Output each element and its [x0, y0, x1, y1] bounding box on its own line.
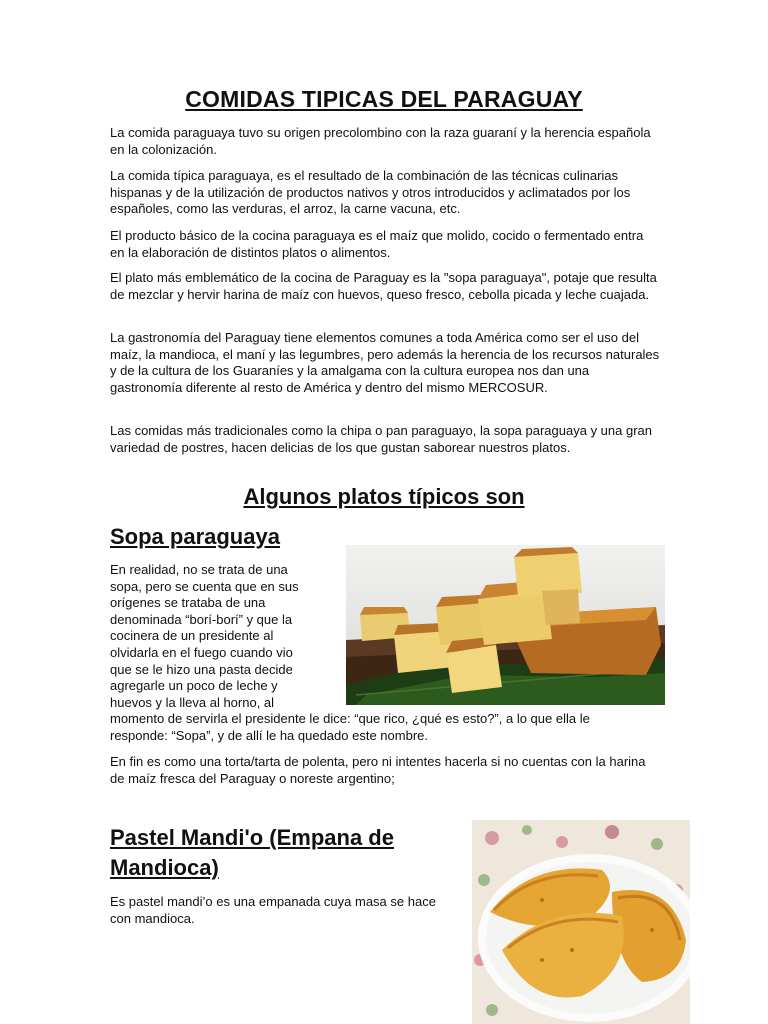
section-subtitle: Algunos platos típicos son [243, 484, 525, 509]
sopa-line-10: momento de servirla el presidente le dice: “que rico, ¿qué es esto?”, a lo que ella le [110, 711, 590, 726]
sopa-line-6: olvidarla en el fuego cuando vio [110, 644, 293, 660]
sopa-line-4: denominada “borí-borí” y que la [110, 611, 293, 627]
intro-paragraph-1: La comida paraguaya tuvo su origen precolombino con la raza guaraní y la herencia española en la colonización. [110, 125, 651, 157]
sopa-line-7: que se le hizo una pasta decide [110, 661, 293, 677]
mandio-heading: Pastel Mandi'o (Empana de Mandioca) [110, 825, 394, 880]
sopa-paragraph-narrow [110, 562, 330, 711]
mandio-paragraph: Es pastel mandi’o es una empanada cuya masa se hace con mandioca. [110, 894, 436, 926]
sopa-heading: Sopa paraguaya [110, 524, 280, 549]
sopa-line-2: sopa, pero se cuenta que en sus [110, 578, 299, 594]
sopa-line-8: agregarle un poco de leche y [110, 678, 278, 694]
empanada-mandioca-photo-icon [472, 820, 690, 1024]
page-title: COMIDAS TIPICAS DEL PARAGUAY [185, 86, 583, 112]
sopa-line-11: responde: “Sopa”, y de allí le ha quedado este nombre. [110, 727, 428, 743]
sopa-paragraph-2: En fin es como una torta/tarta de polenta, pero ni intentes hacerla si no cuentas con la harina de maíz fresca del Paraguay o noreste argentino; [110, 754, 646, 786]
sopa-paraguaya-photo-icon [346, 545, 665, 705]
mandio-photo-svg [472, 820, 690, 1024]
sopa-line-5: cocinera de un presidente al [110, 628, 274, 644]
sopa-line-3: orígenes se trataba de una [110, 595, 266, 611]
intro-paragraph-6: Las comidas más tradicionales como la chipa o pan paraguayo, la sopa paraguaya y una gran variedad de postres, hacen delicias de los que gustan saborear nuestros platos. [110, 423, 653, 455]
sopa-line-9: huevos y la lleva al horno, al [110, 694, 275, 710]
intro-paragraph-4: El plato más emblemático de la cocina de Paraguay es la "sopa paraguaya", potaje que resulta de mezclar y hervir harina de maíz con huevos, queso fresco, cebolla picada y leche cuajada. [110, 270, 657, 302]
intro-paragraph-2: La comida típica paraguaya, es el resultado de la combinación de las técnicas culinarias hispanas y de la utilización de productos nativos y otros introducidos y aclimatados por los españoles, como las verduras, el arroz, la carne vacuna, etc. [110, 168, 631, 217]
intro-paragraph-3: El producto básico de la cocina paraguaya es el maíz que molido, cocido o fermentado entra en la elaboración de distintos platos o alimentos. [110, 228, 644, 260]
sopa-photo-svg [346, 545, 665, 705]
sopa-paragraph-wide [110, 711, 670, 744]
sopa-line-1: En realidad, no se trata de una [110, 562, 288, 577]
intro-paragraph-5: La gastronomía del Paraguay tiene elementos comunes a toda América como ser el uso del maíz, la mandioca, el maní y las legumbres, pero además la herencia de los recursos naturales y de la cultura de los Guaraníes y la amalgama con la cultura europea nos dan una gastronomía diferente al resto de América y dentro del mismo MERCOSUR. [110, 330, 660, 395]
